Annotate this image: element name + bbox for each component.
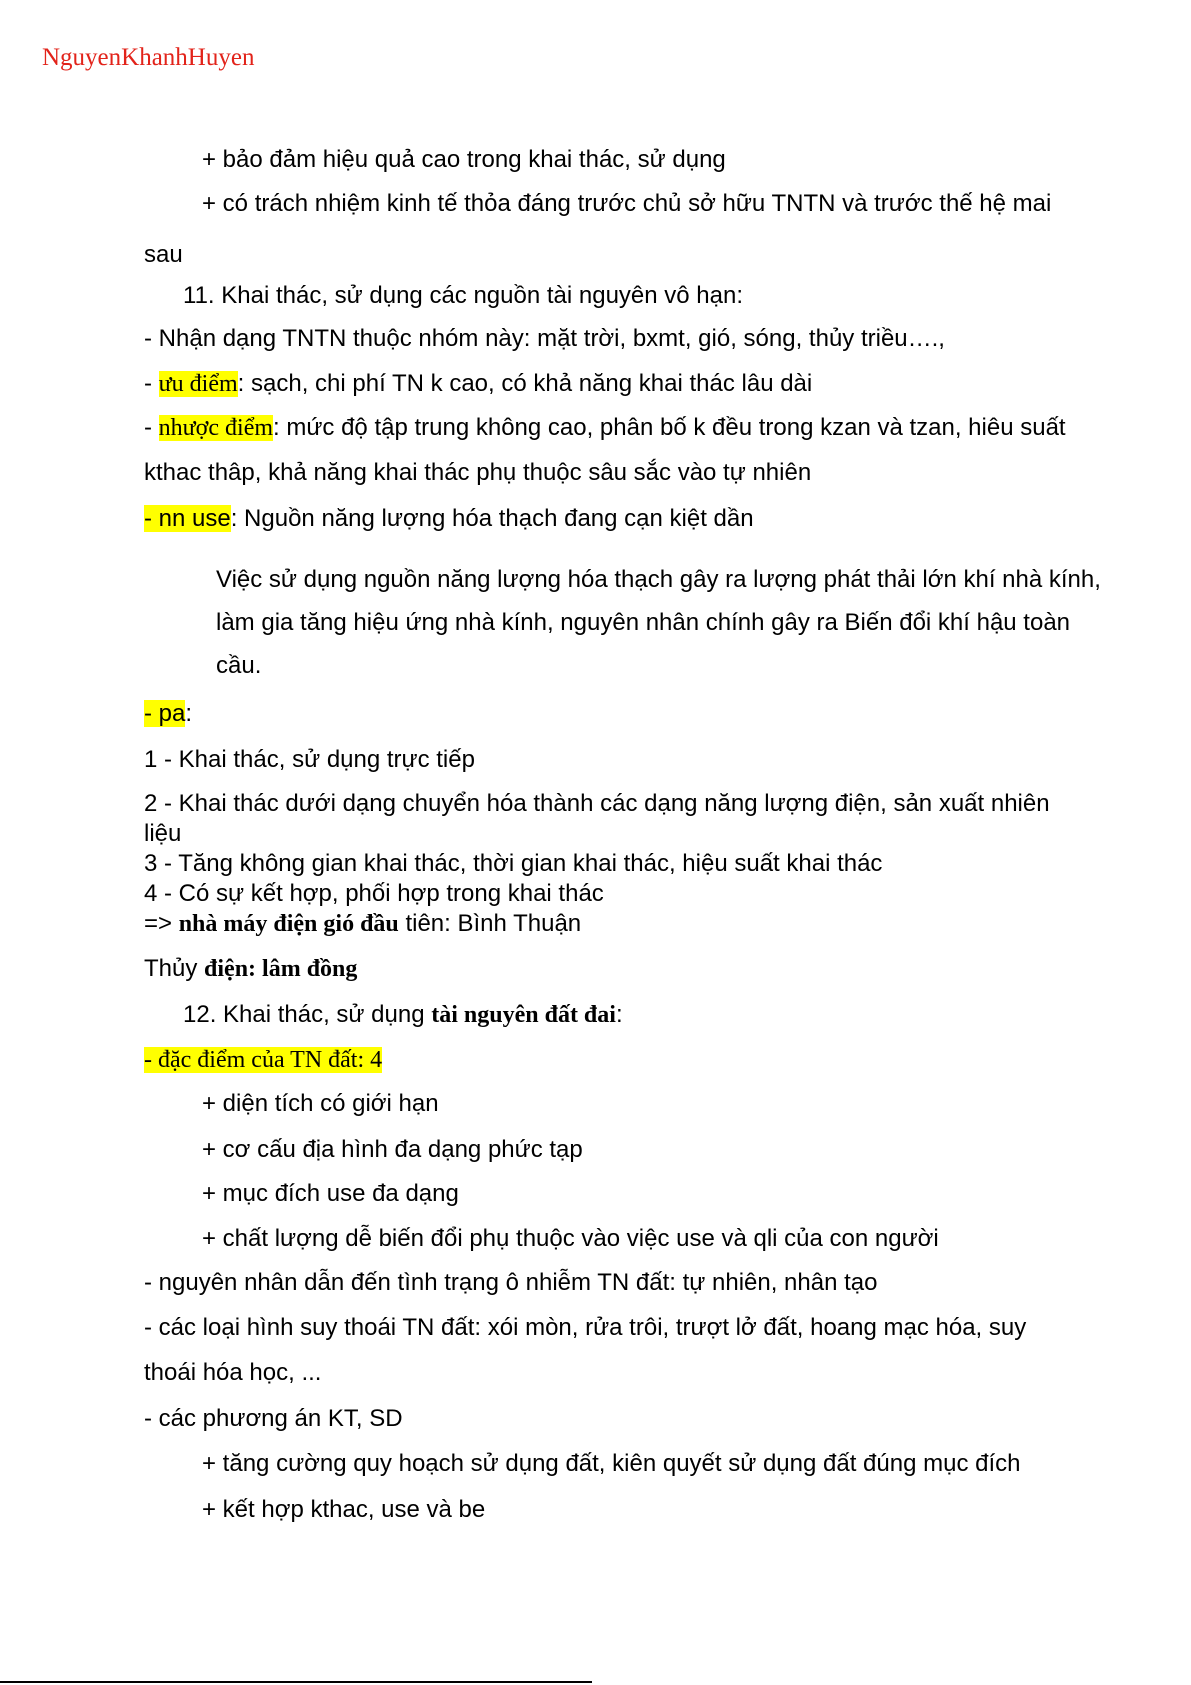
text-line-advantages (144, 370, 812, 398)
bold-text: điện: lâm đồng (204, 956, 358, 982)
text-content: : (185, 700, 193, 727)
footer-divider (0, 1681, 592, 1683)
list-item: + cơ cấu địa hình đa dạng phức tạp (202, 1136, 583, 1163)
text-line: kthac thâp, khả năng khai thác phụ thuộc sâu sắc vào tự nhiên (144, 459, 812, 486)
text-dash: - (144, 414, 159, 441)
highlighted-label-reason: - nn use (144, 505, 231, 532)
bold-text: tài nguyên đất đai (431, 1002, 616, 1028)
list-item: liệu (144, 820, 182, 847)
list-item: + kết hợp kthac, use và be (202, 1496, 486, 1523)
text-line: - các loại hình suy thoái TN đất: xói mòn, rửa trôi, trượt lở đất, hoang mạc hóa, suy (144, 1314, 1027, 1341)
text-line: - Nhận dạng TNTN thuộc nhóm này: mặt trời, bxmt, gió, sóng, thủy triều…., (144, 325, 945, 352)
paragraph-greenhouse: Việc sử dụng nguồn năng lượng hóa thạch gây ra lượng phát thải lớn khí nhà kính, làm gia tăng hiệu ứng nhà kính, nguyên nhân chính gây ra Biến đổi khí hậu toàn cầu. (216, 566, 1101, 679)
text-line: + có trách nhiệm kinh tế thỏa đáng trước chủ sở hữu TNTN và trước thế hệ mai (202, 190, 1052, 217)
text-content: tiên: Bình Thuận (398, 910, 582, 937)
list-item: 2 - Khai thác dưới dạng chuyển hóa thành các dạng năng lượng điện, sản xuất nhiên (144, 790, 1050, 817)
text-content: 12. Khai thác, sử dụng (183, 1001, 432, 1028)
text-dash: - (144, 370, 159, 397)
list-item: 4 - Có sự kết hợp, phối hợp trong khai thác (144, 880, 604, 907)
text-content: : sạch, chi phí TN k cao, có khả năng khai thác lâu dài (237, 370, 813, 397)
section-heading-12 (183, 1001, 623, 1029)
text-line: - các phương án KT, SD (144, 1405, 403, 1432)
text-line-hydropower (144, 955, 357, 983)
text-line-solutions (144, 700, 192, 728)
text-line-land-features (144, 1046, 382, 1074)
highlighted-label-advantages: ưu điểm (158, 371, 238, 397)
highlighted-label-disadvantages: nhược điểm (158, 415, 274, 441)
list-item: + chất lượng dễ biến đổi phụ thuộc vào việc use và qli của con người (202, 1225, 939, 1252)
text-line: - nguyên nhân dẫn đến tình trạng ô nhiễm TN đất: tự nhiên, nhân tạo (144, 1269, 878, 1296)
list-item: + tăng cường quy hoạch sử dụng đất, kiên quyết sử dụng đất đúng mục đích (202, 1450, 1021, 1477)
list-item: + mục đích use đa dạng (202, 1180, 459, 1207)
text-content: : Nguồn năng lượng hóa thạch đang cạn kiệt dần (230, 505, 754, 532)
list-item: + diện tích có giới hạn (202, 1090, 439, 1117)
text-content: : mức độ tập trung không cao, phân bố k đều trong kzan và tzan, hiêu suất (273, 414, 1066, 441)
text-content: Thủy (144, 955, 205, 982)
highlighted-label-solutions: - pa (144, 700, 186, 727)
text-line-reason (144, 505, 754, 533)
section-heading-11: 11. Khai thác, sử dụng các nguồn tài nguyên vô hạn: (183, 282, 744, 309)
list-item: 1 - Khai thác, sử dụng trực tiếp (144, 746, 475, 773)
text-arrow: => (144, 910, 179, 937)
text-line: + bảo đảm hiệu quả cao trong khai thác, sử dụng (202, 146, 726, 173)
text-content: : (615, 1001, 623, 1028)
text-line: sau (144, 241, 183, 268)
header-author-name: NguyenKhanhHuyen (42, 44, 255, 71)
text-line-disadvantages (144, 414, 1066, 442)
text-line: thoái hóa học, ... (144, 1359, 322, 1386)
list-item: 3 - Tăng không gian khai thác, thời gian khai thác, hiệu suất khai thác (144, 850, 883, 877)
highlighted-label-land-features: - đặc điểm của TN đất: 4 (144, 1047, 383, 1073)
text-line-wind-plant (144, 910, 581, 938)
bold-text: nhà máy điện gió đầu (178, 911, 399, 937)
